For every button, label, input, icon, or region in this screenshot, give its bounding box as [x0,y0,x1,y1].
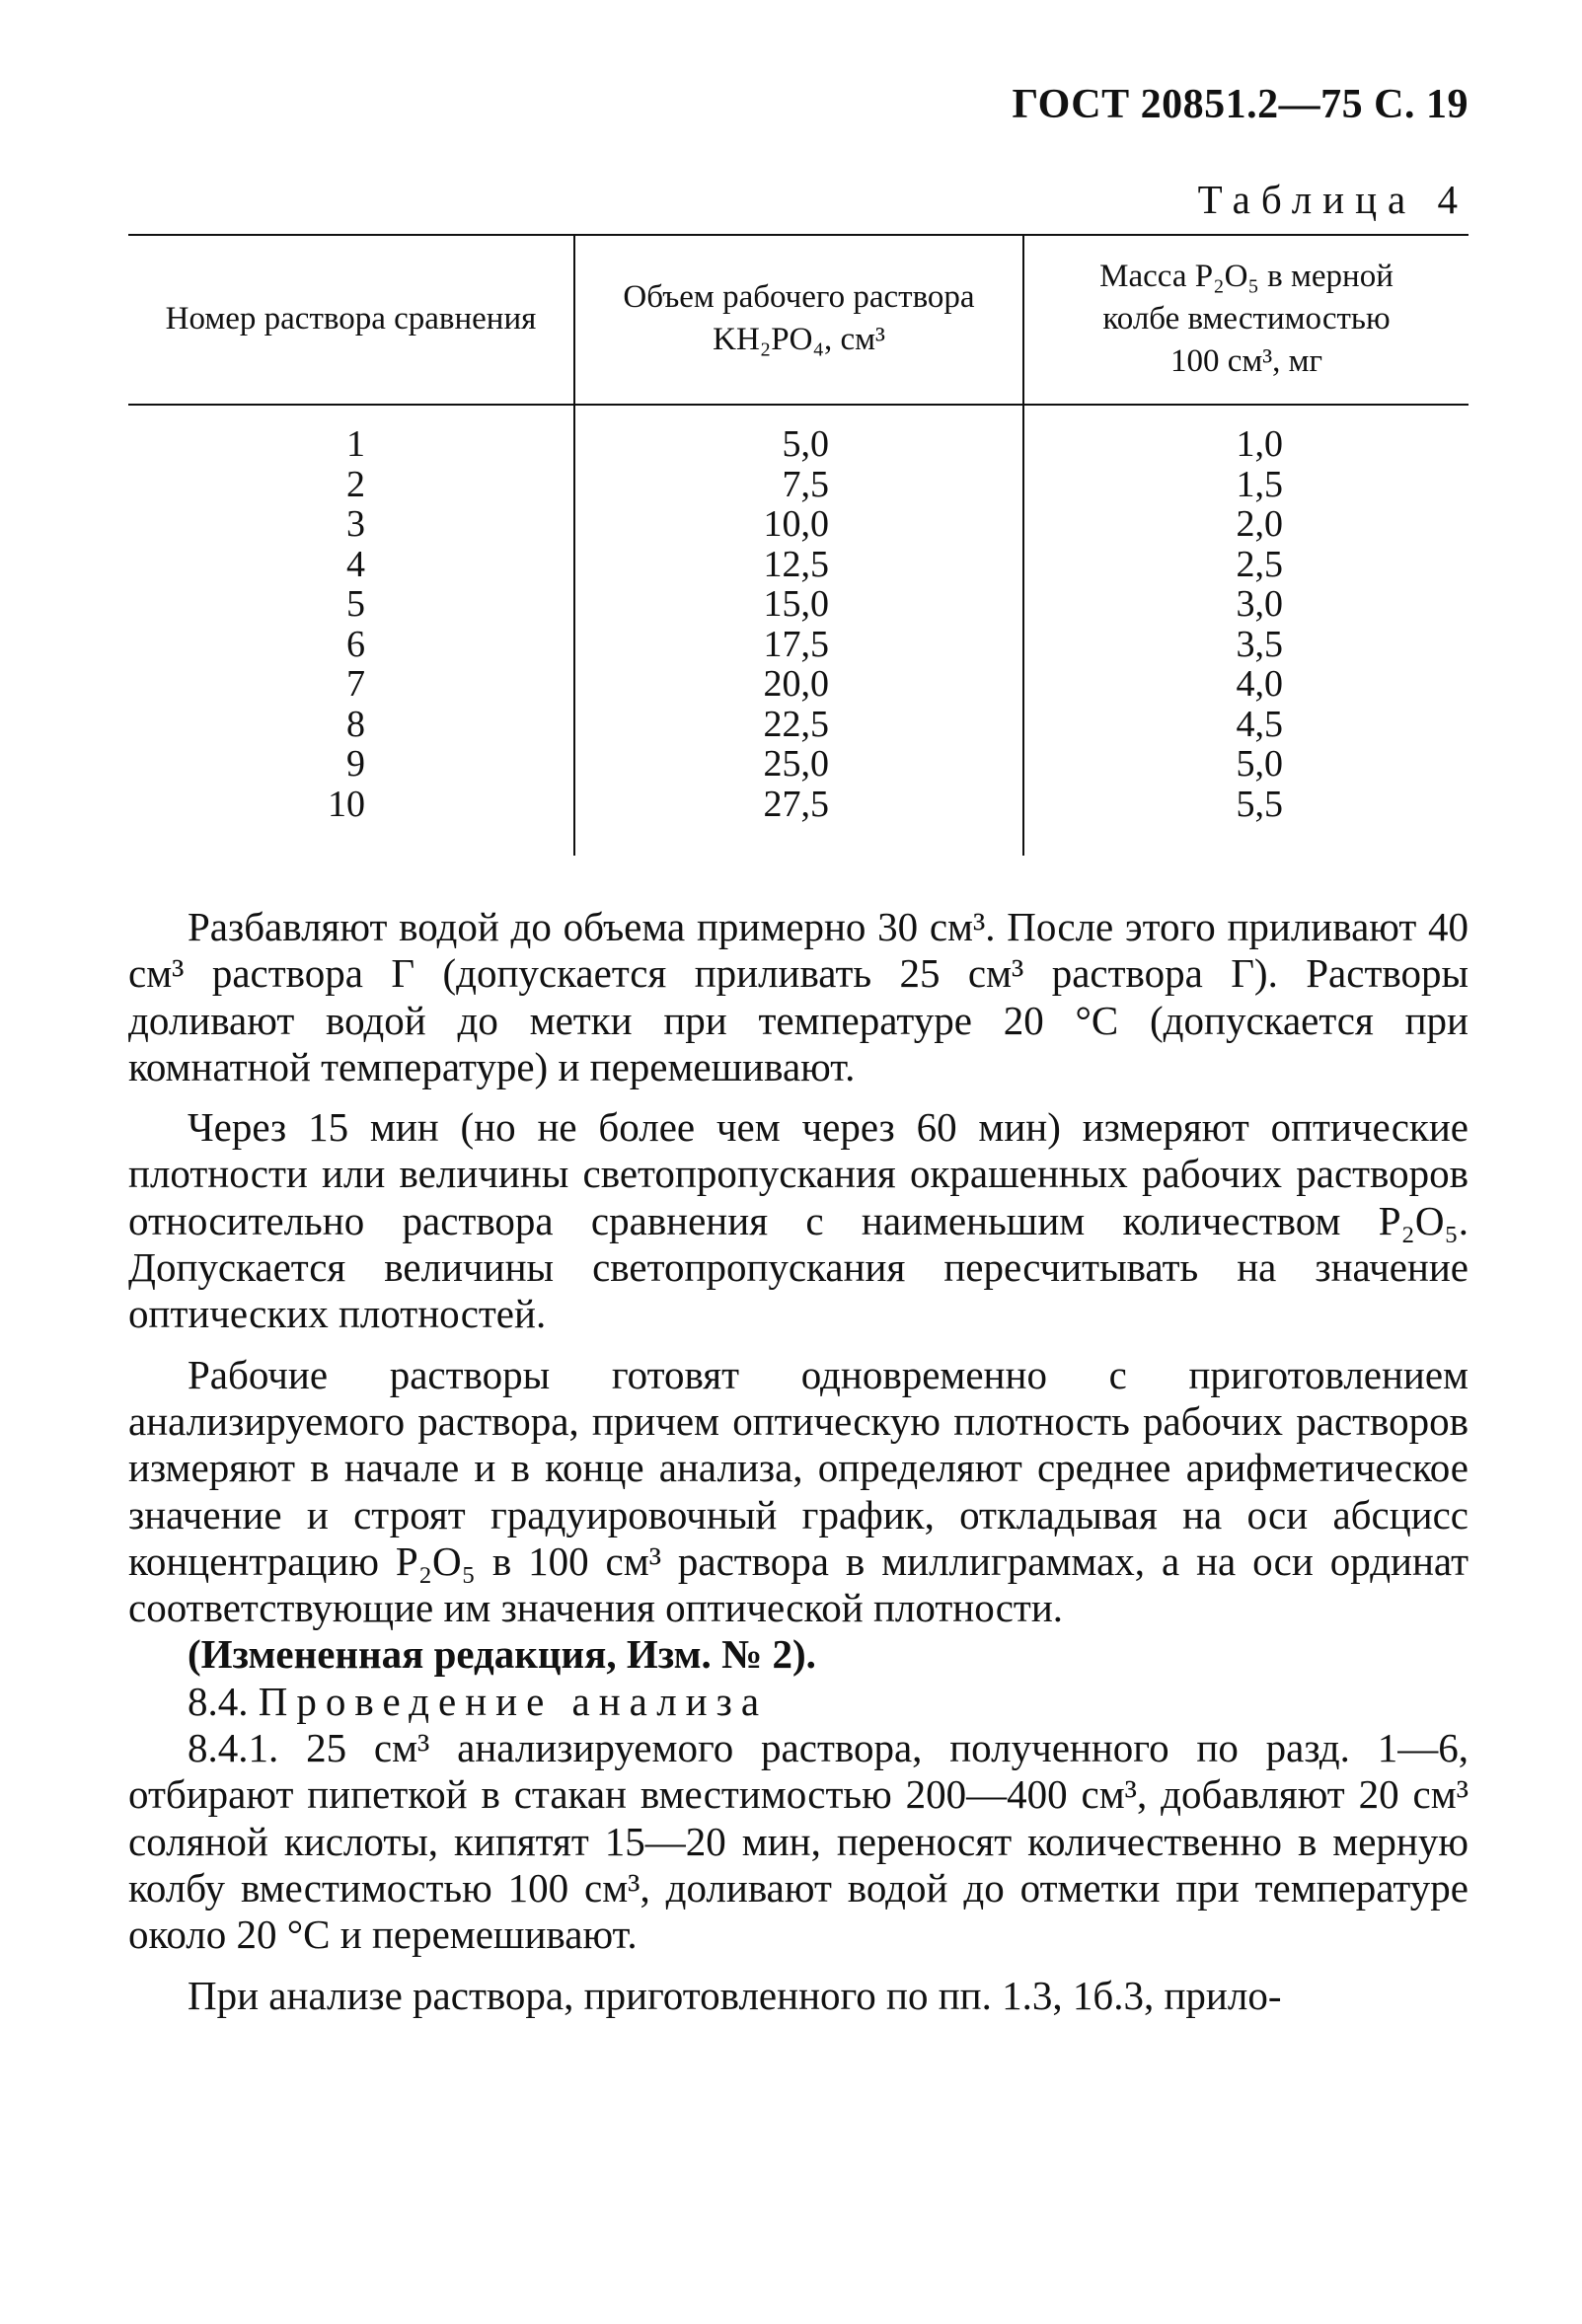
body-text [128,904,1469,2019]
table-cell: 25,0 [763,743,829,785]
table-cell: 3,5 [1236,623,1283,665]
table-cell: 3,0 [1236,583,1283,625]
table-cell: 1,5 [1236,463,1283,505]
column-header-line: Номер раствора сравнения [165,300,537,337]
column-header-line: 100 см³, мг [1169,342,1323,379]
table-cell: 2,0 [1236,503,1283,545]
table-cell: 5 [346,583,365,625]
column-header-line: Масса P₂O₅ в мерной [1099,258,1394,294]
table-cell: 4 [346,543,365,585]
table-cell: 4,0 [1236,663,1283,705]
paragraph-continuation: При анализе раствора, приготовленного по пп. 1.3, 1б.3, прило- [188,1972,1282,2018]
table-header-rule [128,404,1469,406]
column-working-volume [711,424,829,824]
table-cell: 8 [346,703,365,745]
table-cell: 3 [346,503,365,545]
data-table [128,234,1469,856]
table-cell: 17,5 [763,623,829,665]
column-header-line: Объем рабочего раствора [623,279,975,315]
column-p2o5-mass [1174,424,1283,824]
paragraph-dilution: Разбавляют водой до объема примерно 30 см³. После этого приливают 40 см³ раствора Г (допускается приливать 25 см³ раствора Г). Растворы доливают водой до метки при температуре 20 °С (допускается при комнатной температуре) и перемешивают. [128,904,1469,1089]
table-cell: 4,5 [1236,703,1283,745]
amendment-note: (Измененная редакция, Изм. № 2). [188,1631,816,1678]
table-cell: 7,5 [782,463,829,505]
table-cell: 9 [346,743,365,785]
table-cell: 10 [328,783,365,825]
table-cell: 15,0 [763,583,829,625]
table-cell: 12,5 [763,543,829,585]
column-header-line: KH₂PO₄, см³ [713,322,885,357]
table-cell: 2 [346,463,365,505]
paragraph-procedure: 8.4.1. 25 см³ анализируемого раствора, полученного по разд. 1—6, отбирают пипеткой в стакан вместимостью 200—400 см³, добавляют 20 см³ соляной кислоты, кипятят 15—20 мин, переносят количественно в мерную колбу вместимостью 100 см³, доливают водой до отметки при температуре около 20 °С и перемешивают. [128,1725,1469,1958]
table-cell: 20,0 [763,663,829,705]
column-solution-number [306,424,365,824]
paragraph-measurement: Через 15 мин (но не более чем через 60 мин) измеряют оптические плотности или величины светопропускания окрашенных рабочих растворов относительно раствора сравнения с наименьшим количеством P₂O₅. Допускается величины светопропускания пересчитывать на значение оптических плотностей. [128,1104,1469,1337]
table-cell: 5,0 [782,423,829,465]
page-header: ГОСТ 20851.2—75 С. 19 [1012,82,1469,127]
table-cell: 5,5 [1236,783,1283,825]
column-header-number [128,236,573,402]
paragraph-calibration: Рабочие растворы готовят одновременно с приготовлением анализируемого раствора, причем оптическую плотность рабочих растворов измеряют в начале и в конце анализа, определяют среднее арифметическое значение и строят градуировочный график, откладывая на оси абсцисс концентрацию P₂O₅ в 100 см³ раствора в миллиграммах, а на оси ординат соответствующие им значения оптической плотности. [128,1351,1469,1631]
table-cell: 2,5 [1236,543,1283,585]
table-cell: 6 [346,623,365,665]
column-header-mass [1024,236,1469,402]
table-caption: Таблица 4 [1197,177,1469,222]
table-cell: 22,5 [763,703,829,745]
table-cell: 5,0 [1236,743,1283,785]
column-header-line: колбе вместимостью [1102,300,1391,337]
table-cell: 1,0 [1236,423,1283,465]
table-cell: 7 [346,663,365,705]
section-number: 8.4. [188,1678,249,1724]
table-cell: 10,0 [763,503,829,545]
table-cell: 1 [346,423,365,465]
column-header-volume [575,236,1022,402]
table-cell: 27,5 [763,783,829,825]
section-heading [128,1679,1469,1725]
section-title: Проведение анализа [258,1678,769,1724]
